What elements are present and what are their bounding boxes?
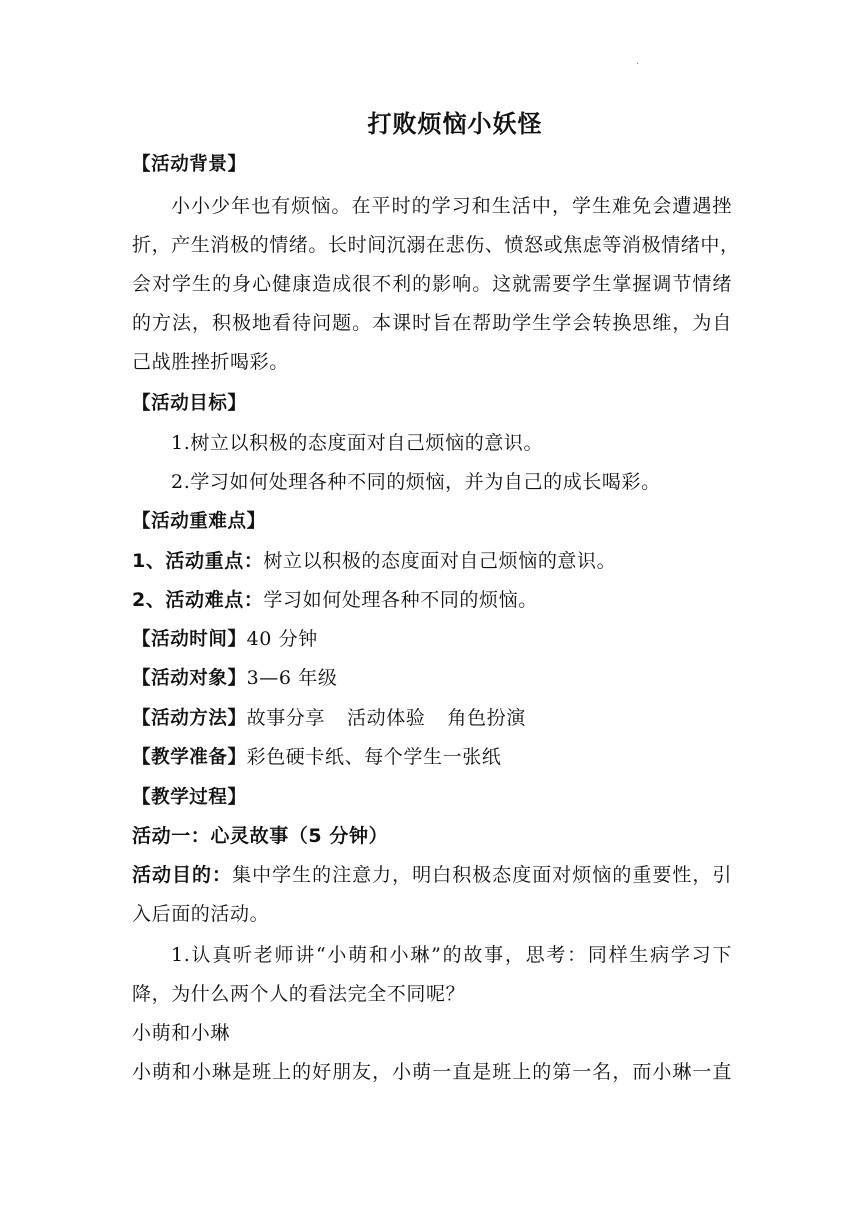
goal-item: 2.学习如何处理各种不同的烦恼，并为自己的成长喝彩。 xyxy=(171,471,661,493)
step1-line: 1.认真听老师讲“小萌和小琳”的故事，思考：同样生病学习下 xyxy=(171,944,732,966)
method-row xyxy=(132,706,732,731)
method-item: 活动体验 xyxy=(347,707,426,729)
method-label: 【活动方法】 xyxy=(132,708,247,729)
heading-key-points: 【活动重难点】 xyxy=(132,511,266,532)
preparation-value: 彩色硬卡纸、每个学生一张纸 xyxy=(246,746,502,768)
background-line: 己战胜挫折喝彩。 xyxy=(132,351,289,373)
method-item: 角色扮演 xyxy=(447,707,526,729)
page-title: 打败烦恼小妖怪 xyxy=(367,110,543,138)
purpose-text: 集中学生的注意力，明白积极态度面对烦恼的重要性，引 xyxy=(232,864,732,886)
heading-goals: 【活动目标】 xyxy=(132,393,247,414)
corner-mark: · xyxy=(636,59,640,70)
difficulty-text: 学习如何处理各种不同的烦恼。 xyxy=(263,589,538,611)
key-point-row xyxy=(132,549,732,573)
background-line: 小小少年也有烦恼。在平时的学习和生活中，学生难免会遭遇挫 xyxy=(171,195,732,217)
story-line: 小萌和小琳是班上的好朋友，小萌一直是班上的第一名，而小琳一直 xyxy=(132,1061,732,1083)
heading-background: 【活动背景】 xyxy=(132,154,247,175)
purpose-text-cont: 入后面的活动。 xyxy=(132,903,270,925)
background-line: 折，产生消极的情绪。长时间沉溺在悲伤、愤怒或焦虑等消极情绪中， xyxy=(132,234,740,256)
story-title: 小萌和小琳 xyxy=(132,1022,231,1044)
method-item: 故事分享 xyxy=(246,707,326,729)
purpose-row xyxy=(132,863,732,887)
goal-item: 1.树立以积极的态度面对自己烦恼的意识。 xyxy=(171,432,544,454)
heading-process: 【教学过程】 xyxy=(132,787,247,808)
preparation-label: 【教学准备】 xyxy=(132,747,247,768)
purpose-label: 活动目的： xyxy=(132,864,233,886)
key-point-label: 1、活动重点： xyxy=(132,550,264,572)
time-label: 【活动时间】 xyxy=(132,629,247,650)
key-point-text: 树立以积极的态度面对自己烦恼的意识。 xyxy=(263,550,617,572)
background-line: 会对学生的身心健康造成很不利的影响。这就需要学生掌握调节情绪 xyxy=(132,273,732,295)
target-label: 【活动对象】 xyxy=(132,668,247,689)
preparation-row xyxy=(132,745,732,770)
background-line: 的方法，积极地看待问题。本课时旨在帮助学生学会转换思维，为自 xyxy=(132,312,732,334)
time-row xyxy=(132,627,732,652)
target-row xyxy=(132,666,732,691)
difficulty-row xyxy=(132,588,732,612)
step1-line: 降，为什么两个人的看法完全不同呢？ xyxy=(132,983,466,1005)
time-value: 40 分钟 xyxy=(246,628,318,650)
difficulty-label: 2、活动难点： xyxy=(132,589,264,611)
target-value: 3—6 年级 xyxy=(246,667,338,689)
activity1-title: 活动一：心灵故事（5 分钟） xyxy=(132,825,389,847)
